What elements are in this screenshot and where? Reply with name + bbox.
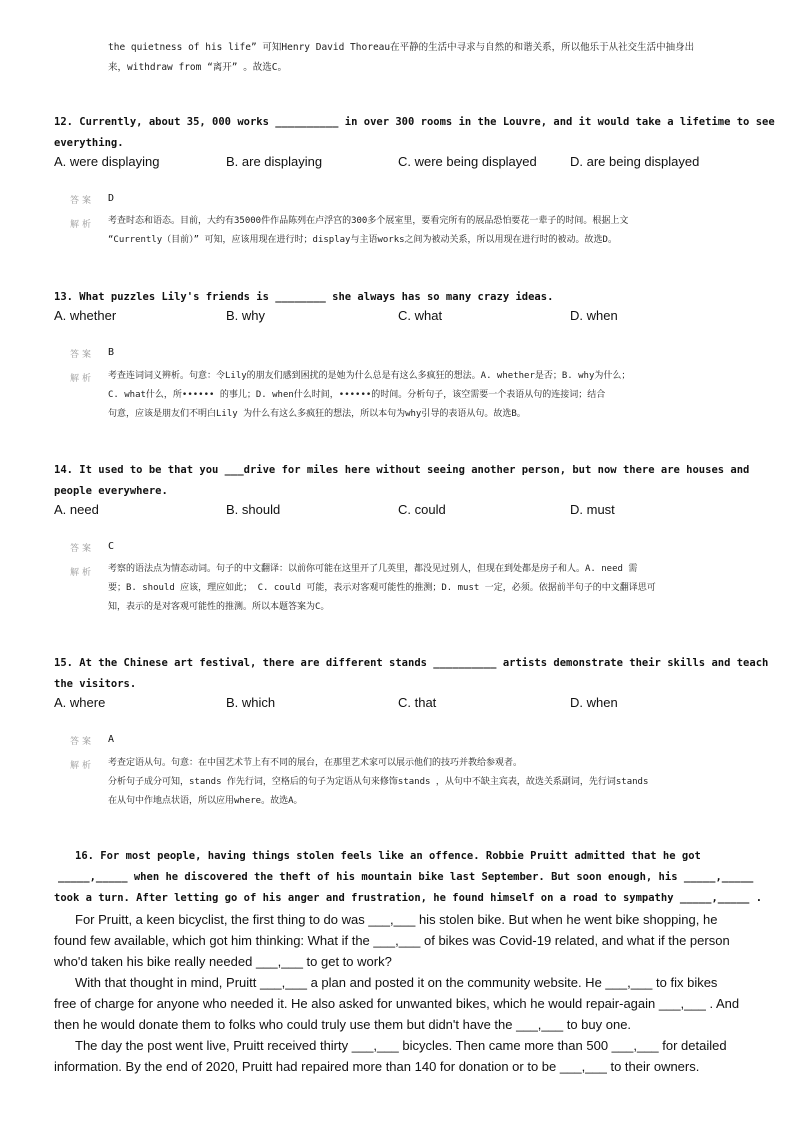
options-row <box>54 154 754 176</box>
option-d[interactable]: D. when <box>570 308 618 323</box>
passage-line: then he would donate them to folks who could truly use them but didn't have the ___,___ to buy one. <box>54 1017 632 1032</box>
option-d[interactable]: D. are being displayed <box>570 154 700 169</box>
passage-line: took a turn. After letting go of his anger and frustration, he found himself on a road to sympathy _____,_____ . <box>54 892 763 904</box>
option-b[interactable]: B. should <box>226 502 281 517</box>
analysis-label: 解析 <box>70 374 95 384</box>
passage-line: who'd taken his bike really needed ___,___ to get to work? <box>54 954 392 969</box>
option-c[interactable]: C. that <box>398 695 437 710</box>
answer-label: 答案 <box>70 196 95 206</box>
options-row <box>54 308 754 330</box>
answer-value: C <box>108 541 115 552</box>
analysis-label: 解析 <box>70 761 95 771</box>
analysis-line: 考查时态和语态。目前，大约有35000件作品陈列在卢浮宫的300多个展室里，要看完所有的展品恐怕要花一辈子的时间。根据上文 <box>108 216 629 226</box>
question-stem: everything. <box>54 137 124 149</box>
options-row <box>54 695 754 717</box>
passage-line: free of charge for anyone who needed it. He also asked for unwanted bikes, which he would repair-again ___,___ . And <box>54 996 740 1011</box>
analysis-line: 考查定语从句。句意：在中国艺术节上有不同的展台，在那里艺术家可以展示他们的技巧并教给参观者。 <box>108 758 523 768</box>
analysis-line: 考查连词词义辨析。句意：令Lily的朋友们感到困扰的是她为什么总是有这么多疯狂的想法。A. whether是否；B. why为什么； <box>108 371 631 381</box>
analysis-line: 分析句子成分可知，stands 作先行词，空格后的句子为定语从句来修饰stands ，从句中不缺主宾表，故选关系副词，先行词stands <box>108 777 649 787</box>
analysis-line: C. what什么，所•••••• 的事儿；D. when什么时间，••••••的时间。分析句子，该空需要一个表语从句的连接词；结合 <box>108 390 606 400</box>
option-c[interactable]: C. what <box>398 308 443 323</box>
answer-label: 答案 <box>70 350 95 360</box>
analysis-line: 知，表示的是对客观可能性的推测。所以本题答案为C。 <box>108 602 330 612</box>
question-stem: 13. What puzzles Lily's friends is ________ she always has so many crazy ideas. <box>54 291 554 303</box>
option-b[interactable]: B. why <box>226 308 266 323</box>
analysis-line: “Currently（目前）” 可知，应该用现在进行时；display与主语works之间为被动关系，所以用现在进行时的被动。故选D。 <box>108 235 617 245</box>
intro-line: 来，withdraw from “离开” 。故选C。 <box>108 62 287 73</box>
passage-line: _____,_____ when he discovered the theft of his mountain bike last September. But soon enough, his _____,_____ <box>58 871 754 883</box>
passage-line: For Pruitt, a keen bicyclist, the first thing to do was ___,___ his stolen bike. But when he went bike shopping, he <box>75 912 718 927</box>
answer-value: A <box>108 734 115 745</box>
analysis-line: 要；B. should 应该，理应如此； C. could 可能，表示对客观可能性的推测；D. must 一定，必须。依据前半句子的中文翻译思可 <box>108 583 656 593</box>
analysis-line: 考察的语法点为情态动词。句子的中文翻译：以前你可能在这里开了几英里，都没见过别人，但现在到处都是房子和人。A. need 需 <box>108 564 638 574</box>
option-a[interactable]: A. whether <box>54 308 117 323</box>
option-c[interactable]: C. could <box>398 502 446 517</box>
option-d[interactable]: D. when <box>570 695 618 710</box>
question-stem: 14. It used to be that you ___drive for miles here without seeing another person, but now there are houses and <box>54 464 750 476</box>
analysis-line: 句意，应该是朋友们不明白Lily 为什么有这么多疯狂的想法，所以本句为why引导的表语从句。故选B。 <box>108 409 526 419</box>
analysis-line: 在从句中作地点状语，所以应用where。故选A。 <box>108 796 303 806</box>
question-stem: 12. Currently, about 35, 000 works __________ in over 300 rooms in the Louvre, and it would take a lifetime to see <box>54 116 775 128</box>
option-a[interactable]: A. where <box>54 695 106 710</box>
option-a[interactable]: A. were displaying <box>54 154 160 169</box>
option-b[interactable]: B. which <box>226 695 276 710</box>
option-c[interactable]: C. were being displayed <box>398 154 537 169</box>
answer-value: B <box>108 347 115 358</box>
option-a[interactable]: A. need <box>54 502 99 517</box>
question-stem: 15. At the Chinese art festival, there are different stands __________ artists demonstrate their skills and teach <box>54 657 769 669</box>
answer-label: 答案 <box>70 544 95 554</box>
question-stem: the visitors. <box>54 678 137 690</box>
answer-label: 答案 <box>70 737 95 747</box>
question-stem: people everywhere. <box>54 485 168 497</box>
passage-line: found few available, which got him thinking: What if the ___,___ of bikes was Covid-19 related, and what if the person <box>54 933 730 948</box>
passage-line: The day the post went live, Pruitt received thirty ___,___ bicycles. Then came more than 500 ___,___ for detailed <box>75 1038 727 1053</box>
answer-value: D <box>108 193 115 204</box>
option-d[interactable]: D. must <box>570 502 615 517</box>
options-row <box>54 502 754 524</box>
analysis-label: 解析 <box>70 220 95 230</box>
analysis-label: 解析 <box>70 568 95 578</box>
passage-line: 16. For most people, having things stolen feels like an offence. Robbie Pruitt admitted that he got <box>75 850 701 862</box>
option-b[interactable]: B. are displaying <box>226 154 323 169</box>
passage-line: With that thought in mind, Pruitt ___,___ a plan and posted it on the community website. He ___,___ to fix bikes <box>75 975 718 990</box>
intro-line: the quietness of his life” 可知Henry David Thoreau在平静的生活中寻求与自然的和谐关系，所以他乐于从社交生活中抽身出 <box>108 42 695 53</box>
passage-line: information. By the end of 2020, Pruitt had repaired more than 140 for donation or to be ___,___ to their owners. <box>54 1059 700 1074</box>
